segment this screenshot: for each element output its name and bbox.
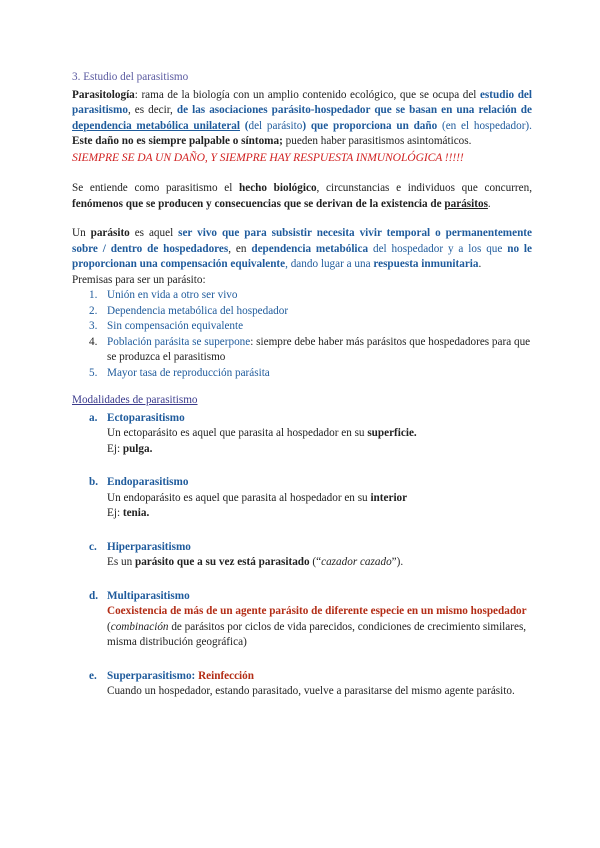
modalidad-body: Cuando un hospedador, estando parasitado, vuelve a parasitarse del mismo agente parásito. — [107, 685, 515, 697]
parasitologia-paragraph — [72, 88, 532, 150]
text: Ej: — [107, 442, 123, 455]
list-text: Sin compensación equivalente — [107, 320, 244, 332]
modalidad-letter: c. — [89, 540, 97, 553]
list-text: Unión en vida a otro ser vivo — [107, 289, 238, 301]
text: estudio del parasitismo — [72, 88, 532, 116]
text: , circunstancias e individuos que concurren, — [316, 182, 532, 194]
text: , dando lugar a una — [285, 258, 374, 270]
modalidad-d — [72, 589, 532, 651]
text: ”). — [391, 556, 404, 568]
text: es aquel — [129, 227, 179, 239]
modalidad-letter: b. — [89, 476, 99, 488]
text: . — [478, 258, 482, 270]
text: cazador cazado — [321, 556, 392, 568]
list-text: Población parásita se superpone — [107, 335, 251, 348]
text: Ej: — [107, 507, 123, 519]
modalidad-title: Superparasitismo: — [107, 669, 199, 682]
modalidad-example — [72, 442, 532, 458]
text: Un endoparásito es aquel que parasita al hospedador en su — [107, 491, 371, 504]
modalidad-body — [72, 426, 532, 442]
text: : rama de la biología con un amplio contenido ecológico, que se ocupa del — [134, 88, 480, 101]
text: parásito que a su vez está parasitado — [134, 556, 310, 568]
text: Un ectoparásito es aquel que parasita al hospedador en su — [107, 427, 368, 439]
text: ser vivo que para subsistir necesita vivir temporal o permanentemente sobre / dentro de hospedadores — [72, 227, 532, 255]
modalidad-letter: a. — [89, 411, 98, 424]
text: Es un — [107, 556, 135, 568]
text: pueden haber parasitismos asintomáticos. — [282, 135, 472, 147]
modalidad-example — [72, 506, 532, 522]
modalidad-title: Endoparasitismo — [107, 476, 189, 488]
text: (en el hospedador). — [437, 119, 532, 132]
text: Un — [72, 227, 91, 239]
modalidad-title: Hiperparasitismo — [107, 540, 191, 553]
red-banner: SIEMPRE SE DA UN DAÑO, Y SIEMPRE HAY RESPUESTA INMUNOLÓGICA !!!!! — [72, 150, 464, 164]
parasitologia-term: Parasitología — [72, 88, 135, 101]
text: respuesta inmunitaria — [373, 258, 479, 270]
list-number: 3. — [89, 320, 98, 332]
text: Este daño no es siempre palpable o síntoma; — [72, 135, 283, 147]
modalidad-heading — [72, 540, 532, 556]
modalidad-e — [72, 669, 532, 700]
text: de parásitos por ciclos de vida parecidos, condiciones de crecimiento similares, misma distribución geográfica) — [107, 620, 527, 648]
modalidad-letter: e. — [89, 669, 97, 682]
text: superficie. — [367, 427, 417, 439]
list-item — [72, 304, 532, 320]
premisas-list — [72, 288, 532, 381]
text: parásito — [90, 227, 130, 239]
section-title: 3. Estudio del parasitismo — [72, 71, 189, 83]
document-page — [72, 70, 532, 700]
modalidad-title: Ectoparasitismo — [107, 411, 185, 424]
text: dependencia metabólica unilateral — [72, 119, 240, 132]
list-number: 2. — [89, 304, 98, 317]
text: , en — [228, 242, 252, 255]
text: ) — [302, 119, 311, 132]
modalidad-a — [72, 411, 532, 458]
list-item — [72, 288, 532, 304]
modalidad-title-red: Reinfección — [198, 669, 254, 682]
text: , es decir, — [127, 104, 177, 116]
list-number: 1. — [89, 289, 98, 301]
modalidad-heading — [72, 475, 532, 491]
modalidad-heading — [72, 411, 532, 427]
text: ( — [240, 119, 249, 132]
list-item — [72, 319, 532, 335]
text: del parásito — [248, 119, 303, 132]
list-number: 4. — [89, 335, 98, 348]
text: hecho biológico — [239, 182, 317, 194]
modalidad-body — [72, 555, 532, 571]
modalidad-title: Multiparasitismo — [107, 589, 190, 602]
text: combinación — [110, 620, 169, 633]
parasitismo-paragraph — [72, 181, 532, 212]
text: tenia. — [122, 507, 150, 519]
list-text: Dependencia metabólica del hospedador — [107, 304, 289, 317]
parasito-paragraph — [72, 226, 532, 273]
list-item — [72, 366, 532, 382]
modalidad-letter: d. — [89, 589, 99, 602]
modalidad-heading — [72, 589, 532, 605]
text: no le proporcionan una compensación equivalente — [72, 242, 532, 270]
modalidad-c — [72, 540, 532, 571]
list-text: Mayor tasa de reproducción parásita — [107, 366, 270, 379]
modalidad-body — [72, 604, 532, 651]
text: fenómenos que se producen y consecuencias que se derivan de la existencia de — [72, 197, 445, 210]
modalidad-b — [72, 475, 532, 522]
list-number: 5. — [89, 366, 98, 379]
text: ( — [107, 620, 111, 633]
list-item — [72, 335, 532, 366]
premisas-label: Premisas para ser un parásito: — [72, 273, 206, 286]
list-text-rest: : siempre debe haber más parásitos que hospedadores para que se produzca el parasitismo — [107, 335, 531, 363]
text: parásitos — [444, 197, 488, 210]
modalidad-heading — [72, 669, 532, 685]
text: de las asociaciones parásito-hospedador que se basan en una relación de — [176, 104, 532, 116]
text: del hospedador y a los que — [368, 242, 508, 255]
text: que proporciona un daño — [310, 119, 438, 132]
text: Se entiende como parasitismo el — [72, 182, 239, 194]
modalidades-heading: Modalidades de parasitismo — [72, 394, 198, 406]
text: pulga. — [122, 442, 153, 455]
text: Coexistencia de más de un agente parásito de diferente especie en un mismo hospedador — [107, 605, 527, 617]
modalidad-body — [72, 491, 532, 507]
text: (“ — [309, 556, 322, 568]
text: . — [487, 197, 491, 210]
text: interior — [370, 491, 408, 504]
text: dependencia metabólica — [251, 242, 369, 255]
